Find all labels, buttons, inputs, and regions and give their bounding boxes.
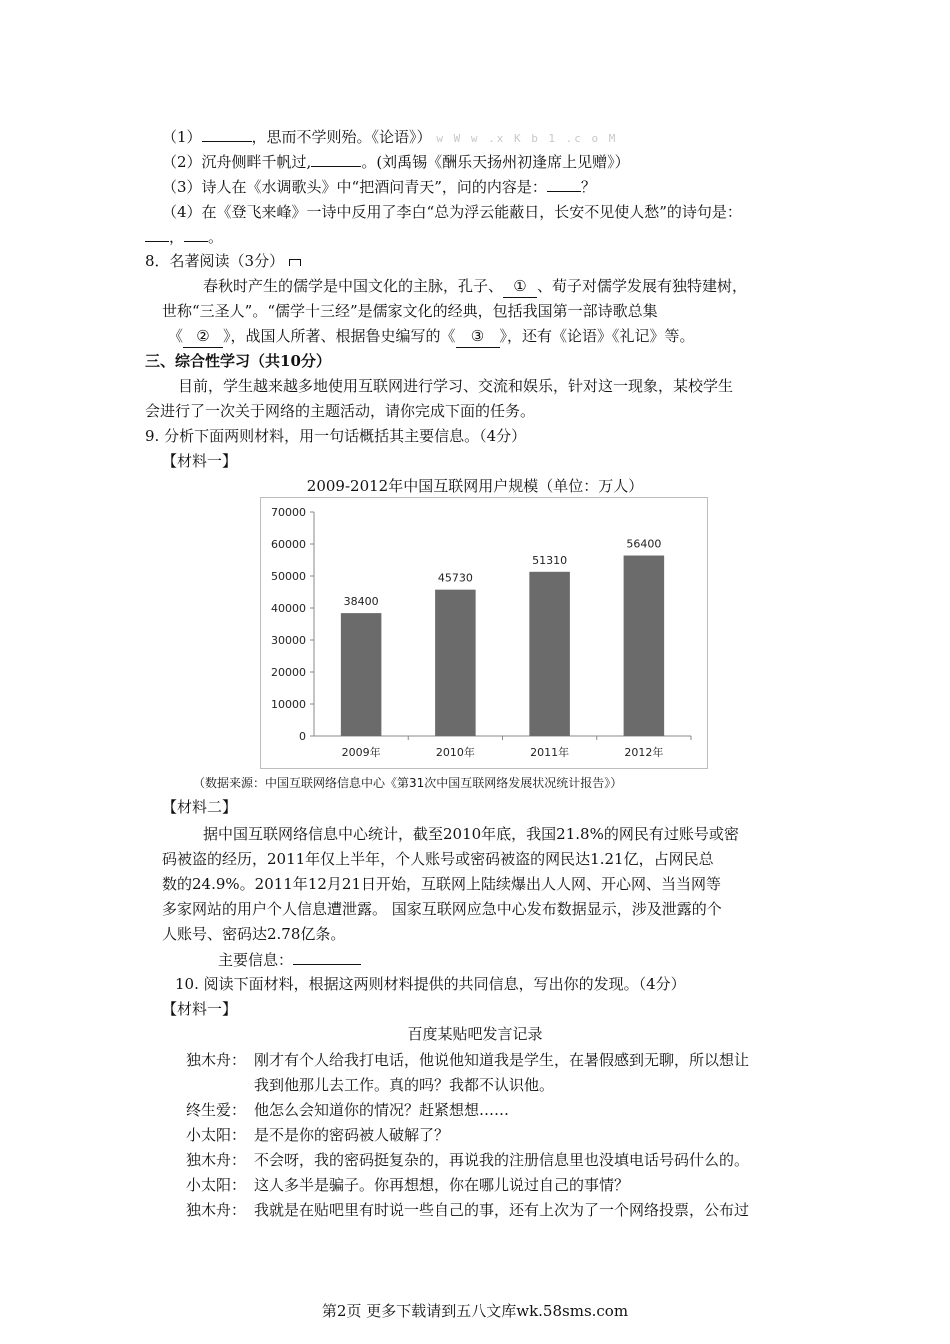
record-title: 百度某贴吧发言记录 (407, 1025, 543, 1043)
m2-line-1: 据中国互联网络信息中心统计，截至2010年底，我国21.8%的网民有过账号或密 (203, 825, 739, 843)
x-tick-label: 2009年 (341, 746, 381, 759)
m2-line-4: 多家网站的用户个人信息遭泄露。 国家互联网应急中心发布数据显示，涉及泄露的个 (162, 900, 722, 918)
data-label: 51310 (532, 553, 568, 567)
post-1 (186, 1074, 554, 1096)
y-tick-label: 60000 (271, 538, 306, 551)
bar (624, 556, 665, 736)
x-tick-label: 2012年 (624, 746, 664, 759)
y-tick-label: 50000 (271, 570, 306, 583)
post-text: 我就是在贴吧里有时说一些自己的事，还有上次为了一个网络投票，公布过 (254, 1201, 750, 1219)
q4-text: （4）在《登飞来峰》一诗中反用了李白“总为浮云能蔽日，长安不见使人愁”的诗句是： (162, 203, 742, 221)
poem-q2 (162, 151, 630, 173)
main-info-label: 主要信息： (218, 951, 294, 969)
section3-heading: 三、综合性学习（共10分） (145, 352, 331, 370)
q3-tail: ？ (580, 178, 596, 196)
chart-frame (260, 497, 708, 769)
q2-text: （2）沉舟侧畔千帆过, (162, 153, 312, 171)
post-4 (186, 1149, 749, 1171)
post-speaker: 独木舟： (186, 1201, 247, 1219)
q8-blank-2[interactable]: ② (183, 325, 223, 348)
q4-sep: ， (169, 228, 185, 246)
post-5 (186, 1174, 629, 1196)
q8-para-3 (168, 325, 695, 348)
q8-title (145, 250, 301, 272)
post-speaker: 小太阳： (186, 1126, 247, 1144)
page-footer: 第2页 更多下载请到五八文库wk.58sms.com (321, 1302, 629, 1320)
bar (529, 572, 570, 736)
post-text: 不会呀，我的密码挺复杂的，再说我的注册信息里也没填电话号码什么的。 (254, 1151, 750, 1169)
q8-blank-3[interactable]: ③ (456, 325, 500, 348)
post-6 (186, 1199, 749, 1221)
q8-para-2: 世称“三圣人”。“儒学十三经”是儒家文化的经典，包括我国第一部诗歌总集 (162, 302, 658, 320)
post-text: 这人多半是骗子。你再想想，你在哪儿说过自己的事情？ (254, 1176, 630, 1194)
poem-q1 (162, 126, 617, 150)
q8-para3-a: 《 (168, 327, 184, 345)
bar (435, 590, 476, 736)
poem-q4-answer (145, 226, 223, 248)
x-tick-label: 2010年 (435, 746, 475, 759)
poem-q4 (162, 201, 742, 223)
q4-blank-1[interactable] (145, 241, 169, 242)
q9-title: 9. 分析下面两则材料，用一句话概括其主要信息。（4分） (145, 427, 527, 445)
mark-icon (289, 259, 301, 266)
post-speaker: 终生爱： (186, 1101, 247, 1119)
y-tick-label: 0 (299, 730, 306, 743)
q8-para1-b: 、荀子对儒学发展有独特建树， (537, 277, 748, 295)
q1-number: （1） (162, 128, 202, 146)
section3-intro-1: 目前，学生越来越多地使用互联网进行学习、交流和娱乐，针对这一现象，某校学生 (178, 377, 734, 395)
q8-para3-c: 》，还有《论语》《礼记》等。 (499, 327, 695, 345)
y-tick-label: 10000 (271, 698, 306, 711)
q9-source: （数据来源：中国互联网络信息中心《第31次中国互联网络发展状况统计报告》） (193, 776, 623, 790)
data-label: 45730 (437, 571, 473, 585)
post-2 (186, 1099, 509, 1121)
q1-blank[interactable] (202, 141, 252, 142)
m2-line-3: 数的24.9%。2011年12月21日开始，互联网上陆续爆出人人网、开心网、当当网等 (162, 875, 722, 893)
section3-intro-2: 会进行了一次关于网络的主题活动，请你完成下面的任务。 (145, 402, 536, 420)
q1-text: ，思而不学则殆。《论语》） (251, 128, 432, 146)
data-label: 56400 (626, 537, 662, 551)
q10-title: 10. 阅读下面材料，根据这两则材料提供的共同信息，写出你的发现。（4分） (175, 975, 686, 993)
data-label: 38400 (343, 595, 379, 609)
post-speaker: 小太阳： (186, 1176, 247, 1194)
m2-line-5: 人账号、密码达2.78亿条。 (162, 925, 346, 943)
watermark-text: w W w .x K b 1 .c o M (436, 132, 618, 145)
y-tick-label: 70000 (271, 506, 306, 519)
post-speaker: 独木舟： (186, 1151, 247, 1169)
y-tick-label: 30000 (271, 634, 306, 647)
chart-title: 2009-2012年中国互联网用户规模（单位：万人） (306, 477, 644, 495)
poem-q3 (162, 176, 596, 198)
q9-material-1: 【材料一】 (162, 452, 238, 470)
q3-text: （3）诗人在《水调歌头》中“把酒问青天”，问的内容是： (162, 178, 547, 196)
m2-line-2: 码被盗的经历，2011年仅上半年，个人账号或密码被盗的网民达1.21亿，占网民总 (162, 850, 714, 868)
q4-blank-2[interactable] (184, 241, 208, 242)
q9-main-info (218, 949, 361, 971)
q10-material-1: 【材料一】 (162, 1000, 238, 1018)
post-text: 是不是你的密码被人破解了？ (254, 1126, 450, 1144)
q4-end: 。 (208, 228, 224, 246)
bar (341, 613, 382, 736)
y-tick-label: 20000 (271, 666, 306, 679)
q8-para-1 (203, 275, 747, 298)
q9-material-2: 【材料二】 (162, 798, 238, 816)
post-3 (186, 1124, 449, 1146)
bar-chart (261, 498, 707, 768)
q8-title-text: 8．名著阅读（3分） (145, 252, 285, 270)
post-speaker: 独木舟： (186, 1051, 247, 1069)
q2-tail: 。(刘禹锡《酬乐天扬州初逢席上见赠》） (361, 153, 630, 171)
q2-blank[interactable] (311, 166, 361, 167)
post-text: 刚才有个人给我打电话，他说他知道我是学生，在暑假感到无聊，所以想让 (254, 1051, 750, 1069)
post-text: 我到他那儿去工作。真的吗？我都不认识他。 (254, 1076, 555, 1094)
x-tick-label: 2011年 (530, 746, 570, 759)
post-text: 他怎么会知道你的情况？赶紧想想…… (254, 1101, 510, 1119)
main-info-blank[interactable] (293, 964, 361, 965)
y-tick-label: 40000 (271, 602, 306, 615)
q3-blank[interactable] (547, 191, 581, 192)
q8-para1-a: 春秋时产生的儒学是中国文化的主脉，孔子、 (203, 277, 504, 295)
q8-blank-1[interactable]: ① (503, 275, 537, 298)
post-0 (186, 1049, 749, 1071)
q8-para3-b: 》，战国人所著、根据鲁史编写的《 (223, 327, 456, 345)
